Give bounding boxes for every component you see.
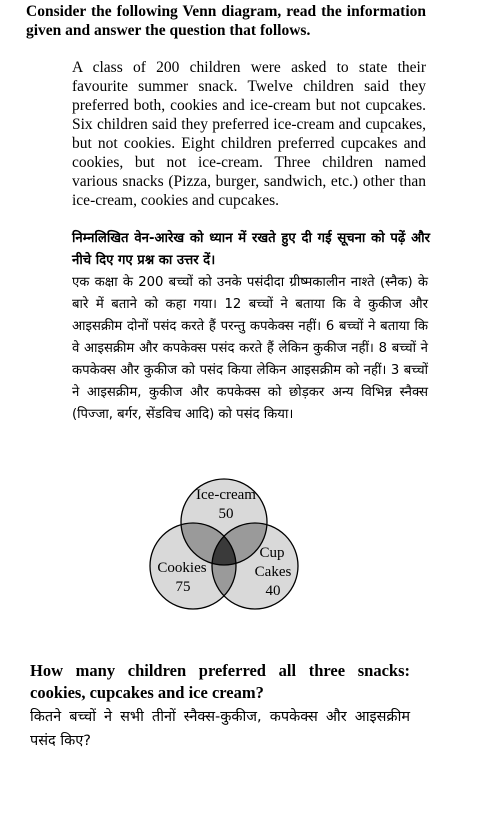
cupcakes-label-line2: Cakes xyxy=(254,564,292,580)
instruction-heading: Consider the following Venn diagram, read the information given and answer the question that follows. xyxy=(26,3,426,39)
passage-hindi: एक कक्षा के 200 बच्चों को उनके पसंदीदा ग्रीष्मकालीन नाश्ते (स्नैक) के बारे में बताने को कहा गया। 12 बच्चों ने बताया कि वे कुकीज और आइसक्रीम दोनों पसंद करते हैं परन्तु कपकेक्स नहीं। 6 बच्चों ने बताया कि वे आइसक्रीम और कपकेक्स पसंद करते हैं लेकिन कुकीज नहीं। 8 बच्चों ने कपकेक्स और कुकीज को पसंद किया लेकिन आइसक्रीम को नहीं। 3 बच्चों ने आइसक्रीम, कुकीज और कपकेक्स को छोड़कर अन्य विभिन्न स्नैक्स (पिज्जा, बर्गर, सेंडविच आदि) को पसंद किया। xyxy=(72,275,428,422)
question-hindi: कितने बच्चों ने सभी तीनों स्नैक्स-कुकीज, कपकेक्स और आइसक्रीम पसंद किए? xyxy=(30,709,410,749)
cupcakes-label-line1: Cup xyxy=(259,545,285,561)
venn-diagram xyxy=(146,478,302,610)
passage-english: A class of 200 children were asked to state their favourite summer snack. Twelve children said they preferred both, cookies and ice-cream but not cupcakes. Six children said they preferred ice-cream and cupcakes, but not cookies. Eight children preferred cupcakes and cookies, but not ice-cream. Three children named various snacks (Pizza, burger, sandwich, etc.) other than ice-cream, cookies and cupcakes. xyxy=(72,59,426,209)
ice-cream-value: 50 xyxy=(218,506,234,522)
cupcakes-value: 40 xyxy=(265,583,281,599)
ice-cream-label: Ice-cream xyxy=(196,487,256,503)
cookies-value: 75 xyxy=(175,579,191,595)
question-english: How many children preferred all three snacks: cookies, cupcakes and ice cream? xyxy=(30,661,410,702)
cookies-label: Cookies xyxy=(157,560,207,576)
instruction-hindi: निम्नलिखित वेन-आरेख को ध्यान में रखते हुए दी गई सूचना को पढ़ें और नीचे दिए गए प्रश्न का उत्तर दें। xyxy=(72,231,430,268)
